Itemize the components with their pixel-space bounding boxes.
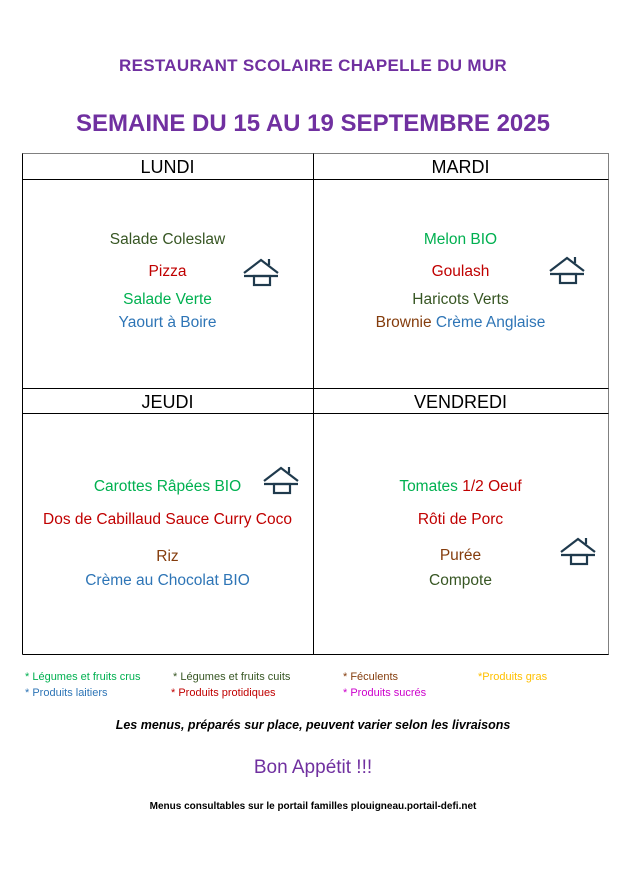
- day-vendredi: [313, 388, 608, 654]
- house-icon: [242, 256, 280, 288]
- day-mardi: [313, 153, 608, 388]
- legend-legumes-cuits: * Légumes et fruits cuits: [173, 671, 291, 683]
- menu-item: Yaourt à Boire: [118, 314, 217, 331]
- menu-item: Carottes Râpées BIO: [93, 478, 242, 495]
- menu-item: [313, 314, 608, 332]
- legend-laitiers: * Produits laitiers: [25, 687, 108, 699]
- dish-oeuf: 1/2 Oeuf: [457, 478, 522, 495]
- menu-item: Salade Verte: [123, 291, 212, 308]
- day-header-mardi: MARDI: [431, 157, 490, 177]
- legend-feculents: * Féculents: [343, 671, 399, 683]
- day-header-jeudi: JEUDI: [141, 392, 194, 412]
- legend-sucres: * Produits sucrés: [343, 687, 427, 699]
- menu-item: [313, 478, 608, 496]
- menu-item: Pizza: [148, 263, 187, 280]
- dish-creme-anglaise: Crème Anglaise: [431, 314, 546, 331]
- day-lundi: [22, 153, 313, 388]
- legend-protidiques: * Produits protidiques: [171, 687, 276, 699]
- menu-item: Rôti de Porc: [417, 511, 504, 528]
- dish-tomates: Tomates: [399, 478, 458, 495]
- menu-item: Compote: [429, 572, 492, 589]
- footer-text: Menus consultables sur le portail familles plouigneau.portail-defi.net: [149, 801, 477, 812]
- restaurant-title: RESTAURANT SCOLAIRE CHAPELLE DU MUR: [119, 56, 507, 75]
- closing-message: Bon Appétit !!!: [253, 757, 373, 778]
- legend-legumes-crus: * Légumes et fruits crus: [25, 671, 141, 683]
- day-header-lundi: LUNDI: [140, 157, 195, 177]
- house-icon: [559, 535, 597, 567]
- menu-item: Riz: [156, 548, 179, 565]
- menu-item: Crème au Chocolat BIO: [85, 572, 250, 589]
- menu-item: Salade Coleslaw: [109, 231, 226, 248]
- menu-note: Les menus, préparés sur place, peuvent varier selon les livraisons: [115, 718, 511, 732]
- day-header-vendredi: VENDREDI: [413, 392, 507, 412]
- day-jeudi: [22, 388, 313, 654]
- week-title: SEMAINE DU 15 AU 19 SEPTEMBRE 2025: [76, 110, 550, 137]
- house-icon: [548, 254, 586, 286]
- menu-item: Melon BIO: [423, 231, 498, 248]
- menu-item: Purée: [439, 547, 482, 564]
- menu-item: Goulash: [431, 263, 490, 280]
- house-icon: [262, 464, 300, 496]
- menu-item: Dos de Cabillaud Sauce Curry Coco: [43, 511, 292, 528]
- menu-item: Haricots Verts: [412, 291, 509, 308]
- legend-gras: *Produits gras: [478, 671, 548, 683]
- dish-brownie: Brownie: [375, 314, 432, 331]
